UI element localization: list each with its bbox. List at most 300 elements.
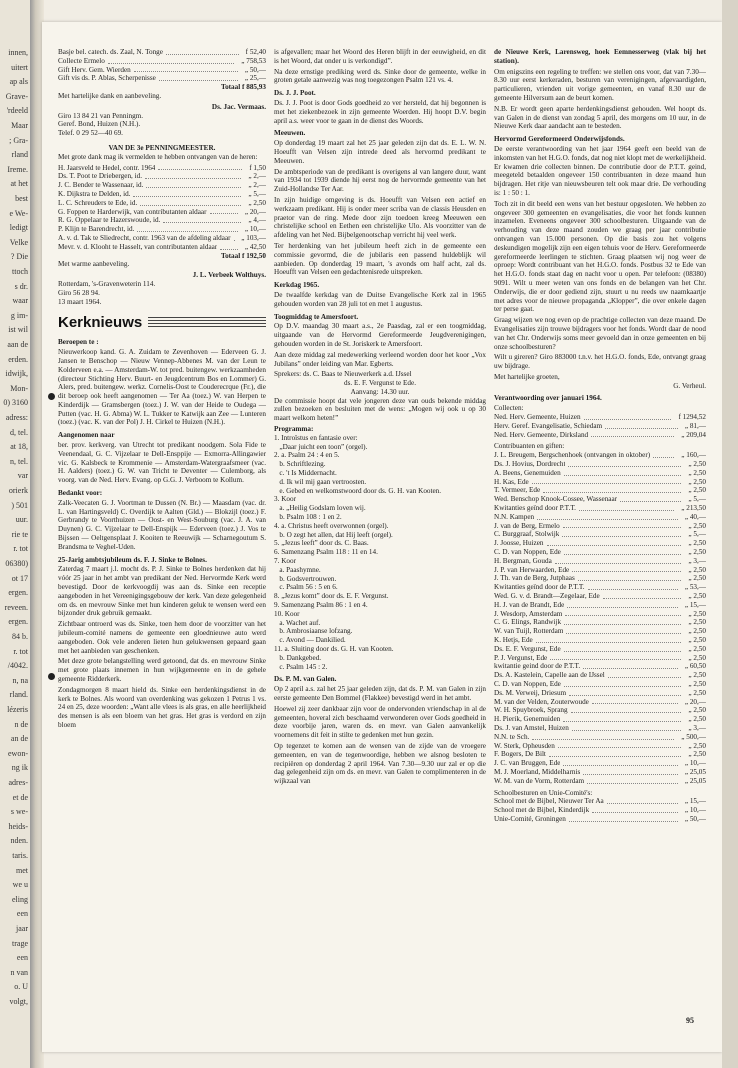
ledger-amount: „ 2,50 xyxy=(688,688,706,697)
ledger-label: T. Vermeer, Ede xyxy=(494,486,541,495)
ledger-row xyxy=(494,759,706,768)
programme-item: 2. a. Psalm 24 : 4 en 5. xyxy=(274,451,340,460)
heading-penningmeester: VAN DE 3e PENNINGMEESTER. xyxy=(108,143,216,152)
ledger-label: W. van Tuijl, Rotterdam xyxy=(494,627,564,636)
fragment-text: eling xyxy=(12,894,28,904)
leader-dots xyxy=(210,208,238,215)
speakers-line: ds. E. F. Vergunst te Ede. xyxy=(343,379,417,388)
fragment-text: ) 501 xyxy=(11,500,28,510)
programme-item: 7. Koor xyxy=(274,557,296,566)
paragraph: Hoewel zij zeer dankbaar zijn voor de ondervonden vriendschap in al de gemeenten, hoveral zich beschaamd verwonderen over Gods goedheid in deze voorbije jaren, waren ds. en mevr. van Galen aanvankelijk voornemens dit feit in stilte te gedenken met hun gezin. xyxy=(274,704,486,740)
fragment-text: s dr. xyxy=(14,281,28,291)
fragment-text: we u xyxy=(12,880,28,890)
section-rule xyxy=(148,317,266,329)
paragraph: Op donderdag 19 maart zal het 25 jaar geleden zijn dat ds. E. L. W. N. Hoeufft van Velsen zijn intrede deed als hervormd predikant te Meeuwen. xyxy=(274,139,486,165)
subheading: Verantwoording over januari 1964. xyxy=(494,394,602,403)
programme-item: b. Schriftlezing. xyxy=(274,460,326,469)
leader-dots xyxy=(133,190,241,197)
ledger-row xyxy=(494,592,706,601)
ledger-amount: „ 2,50 xyxy=(248,198,266,207)
ledger-amount: „ 4,— xyxy=(248,216,266,225)
thanks-line: Met warme aanbeveling. xyxy=(58,260,130,269)
ledger-amount: f 52,40 xyxy=(245,48,266,56)
fragment-text: n van xyxy=(10,967,28,977)
ledger-label: Ds. E. F. Vergunst, Ede xyxy=(494,644,561,653)
ledger-label: Ned. Herv. Gemeente, Huizen xyxy=(494,413,581,422)
subheading: 25-Jarig ambtsjubileum ds. F. J. Sinke te Bolnes. xyxy=(58,555,207,564)
ledger-amount: „ 2,50 xyxy=(688,592,706,601)
subheading: Toogmiddag te Amersfoort. xyxy=(274,312,359,321)
leader-dots xyxy=(562,530,681,537)
paragraph: Met deze grote belangstelling werd getoond, dat ds. en mevrouw Sinke met grote plaats innemen in hun wijkgemeente en in de gehele gemeente Ridderkerk. xyxy=(58,657,266,683)
ledger-label: H. Bergman, Gouda xyxy=(494,556,552,565)
paragraph: Op 2 april a.s. zal het 25 jaar geleden zijn, dat ds. P. M. van Galen in zijn eerste gemeente Den Bommel (Flakkee) bevestigd werd in het ambt. xyxy=(274,685,486,702)
programme-item: 6. Samenzang Psalm 118 : 11 en 14. xyxy=(274,548,378,557)
ledger-amount: „ 2,50 xyxy=(688,715,706,724)
fragment-text: o. U xyxy=(14,982,28,992)
fragment-text: d, tel. xyxy=(10,427,28,437)
fragment-text: uur. xyxy=(15,515,28,525)
ledger-row xyxy=(494,698,706,707)
fragment-text: erden. xyxy=(8,354,28,364)
ledger-amount: „ 500,— xyxy=(681,732,706,741)
ledger-label: J. C. Bender te Wassenaar, id. xyxy=(58,181,144,190)
start-time: Aanvang: 14.30 uur. xyxy=(350,387,410,396)
ledger-label: H. Kas, Ede xyxy=(494,477,529,486)
ledger-label: Gift Herv. Gem. Wierden xyxy=(58,65,131,74)
paragraph: N.B. Er wordt geen aparte herdenkingsdienst gehouden. Wel hoopt ds. van Galen in de dienst van zondag 5 april, des morgens om 10 uur, in de Nieuwe Kerk daar aandacht aan te besteden. xyxy=(494,104,706,131)
section-title: Kerknieuws xyxy=(58,314,143,332)
thanks-line: Met hartelijke dank en aanbeveling. xyxy=(58,91,162,100)
programme-item: e. Gebed en welkomstwoord door ds. G. H. van Kooten. xyxy=(274,486,442,495)
fragment-text: ap als xyxy=(9,77,28,87)
ledger-amount: „ 10,— xyxy=(684,759,706,768)
fragment-text: an de xyxy=(10,734,28,744)
leader-dots xyxy=(584,413,672,420)
ledger-label: P. Klijn te Barendrecht, id. xyxy=(58,225,135,234)
ledger-label: J. L. Breugem, Bergschenhoek (ontvangen in oktober) xyxy=(494,451,651,460)
fragment-text: ? Die xyxy=(10,252,28,262)
fragment-text: n de xyxy=(14,719,28,729)
ledger-amount: „ 2,50 xyxy=(688,644,706,653)
ledger-amount: „ 2,50 xyxy=(688,750,706,759)
subheading: Beroepen te : xyxy=(58,338,99,347)
leader-dots xyxy=(234,234,235,241)
page-edge xyxy=(722,0,738,1068)
giro-line: Giro 13 84 21 van Penningm. xyxy=(58,111,144,120)
ledger-label: M. van der Velden, Zouterwoude xyxy=(494,697,589,706)
programme-item: b. Ambrosiaanse lofzang. xyxy=(274,627,353,636)
ledger-label: L. C. Schreuders te Ede, id. xyxy=(58,198,138,207)
ledger-row xyxy=(494,750,706,759)
ledger-row xyxy=(58,74,266,83)
paragraph: Op D.V. maandag 30 maart a.s., 2e Paasdag, zal er een toogmiddag, uitgaande van de Hervormd Gereformeerde Jeugdverenigingen, gehouden worden in de St. Joriskerk te Amersfoort. xyxy=(274,322,486,348)
ledger-row xyxy=(494,504,706,513)
leader-dots xyxy=(558,742,682,749)
ledger-label: H. Jaarsveld te Hedel, contr. 1964 xyxy=(58,163,156,172)
ledger-row xyxy=(494,422,706,431)
leader-dots xyxy=(159,74,238,81)
paragraph: Nieuwerkoop kand. G. A. Zuidam te Zevenhoven — Ederveen G. J. Jansen te Benschop — Nieuw Vennep-Abbenes M. van der Leun te Kolderveen e.a. — Amsterdam-W. tot pred. buitengew. werkzaamheden (directeur Stichting Herv. Buurt- en Jeugdcentrum Bos en Lommer) G. Alers, pred. buitengew. werkz. Cornelis-Oost te Couderecrque (Fr.), die dit beroep ook heeft aangenomen — Ter Aa (toez.) W. van Herpen te Kinderdijk — Gramsbergen (toez.) J. W. van der Heide te Oudega — Putten (vac. H. G. Abma) W. L. Tukker te Katwijk aan Zee — Lunteren (toez.) (vac. K. van der Pol) J. H. Cirkel te Huizen (N.H.). xyxy=(58,348,266,427)
signature: G. Verheul. xyxy=(673,381,706,390)
ledger-amount: „ 2,50 xyxy=(688,609,706,618)
signature: Ds. Jac. Vermaas. xyxy=(211,102,266,111)
fragment-text: n, na xyxy=(12,675,28,685)
ledger-amount: „ 209,04 xyxy=(681,430,706,439)
signature: J. L. Verbeek Wolthuys. xyxy=(192,271,266,280)
list-label: Collecten: xyxy=(494,404,524,413)
ledger-amount: „ 2,— xyxy=(248,181,266,190)
programme-heading: Programma: xyxy=(274,425,314,434)
fragment-text: Velke xyxy=(9,237,28,247)
ledger-label: Mevr. v. d. Klooht te Hasselt, van contributanten aldaar xyxy=(58,242,218,251)
ledger-label: School met de Bijbel, Kinderdijk xyxy=(494,806,590,815)
leader-dots xyxy=(555,557,682,564)
ledger-label: C. Burggraaf, Stolwijk xyxy=(494,530,560,539)
ledger-label: Herv. Geref. Evangelisatie, Schiedam xyxy=(494,421,603,430)
leader-dots xyxy=(566,627,681,634)
ledger-row xyxy=(58,48,266,57)
fragment-text: r. tot xyxy=(13,544,28,554)
leader-dots xyxy=(583,768,678,775)
ledger-row xyxy=(494,724,706,733)
fragment-text: /4042. xyxy=(7,661,28,671)
fragment-text: heids- xyxy=(8,821,28,831)
leader-dots xyxy=(591,431,674,438)
programme-item: 4. a. Christus heeft overwonnen (orgel). xyxy=(274,521,389,530)
ledger-amount: „ 2,50 xyxy=(688,741,706,750)
programme-item: 11. a. Sluiting door ds. G. H. van Kooten. xyxy=(274,645,394,653)
ledger-row xyxy=(494,680,706,689)
leader-dots xyxy=(537,513,678,520)
column-2 xyxy=(274,48,486,1028)
bullet-icon xyxy=(48,673,55,680)
programme-item: d. Ik wil mij gaan vertroosten. xyxy=(274,477,367,486)
total-line: Totaal f 885,93 xyxy=(220,83,266,92)
fragment-text: Grave- xyxy=(5,91,28,101)
ledger-row xyxy=(58,199,266,208)
ledger-row xyxy=(494,574,706,583)
programme-item: 9. Samenzang Psalm 86 : 1 en 4. xyxy=(274,601,368,610)
fragment-text: rland xyxy=(11,150,28,160)
leader-dots xyxy=(145,172,241,179)
programme-item: c. Psalm 56 : 5 en 6. xyxy=(274,583,338,592)
ledger-amount: „ 81,— xyxy=(684,421,706,430)
ledger-label: R. G. Oppelaar te Hazerswoude, id. xyxy=(58,216,161,225)
ledger-label: Ds. J. van Amstel, Huizen xyxy=(494,723,569,732)
fragment-text: orierk xyxy=(8,486,28,495)
ledger-row xyxy=(494,566,706,575)
ledger-label: N.N. te Sch. xyxy=(494,732,530,741)
ledger-label: K. Hetjs, Ede xyxy=(494,636,533,644)
ledger-label: Kwitanties geïnd door de P.T.T. xyxy=(494,583,585,592)
ledger-label: Wed. G. v. d. Brandt—Zegelaar, Ede xyxy=(494,592,600,601)
ledger-amount: „ 5,— xyxy=(688,530,706,539)
column-3 xyxy=(494,48,706,1028)
fragment-text: innen, xyxy=(8,48,28,57)
ledger-row xyxy=(494,451,706,460)
paragraph: Ds. J. J. Poot is door Gods goedheid zo ver hersteld, dat hij begonnen is met het ziekenbezoek in zijn gemeente Woerden. Hij hoopt D.V. begin april a.s. weer voor te gaan in de dienst des Woords. xyxy=(274,98,486,125)
paragraph: In zijn huidige omgeving is ds. Hoeufft van Velsen een actief en werkzaam predikant. Hij is onder meer scriba van de classis Heusden en praetor van de ring. Mede door zijn toedoen kreeg Meeuwen een christelijke school en Eethen een christelijke Ulo. Als voorzitter van de afdeling van het Ned. Bijbelgenootschap verricht hij veel werk. xyxy=(274,195,486,240)
ledger-row xyxy=(494,431,706,440)
ledger-amount: „ 25,05 xyxy=(684,776,706,785)
fragment-text: ot 17 xyxy=(11,573,28,583)
leader-dots xyxy=(588,583,678,590)
programme-item: b. O zegt het allen, dat Hij leeft (orgel). xyxy=(274,530,393,539)
paragraph: Met grote dank mag ik vermelden te hebben ontvangen van de heren: xyxy=(58,152,258,161)
subheading: Hervormd Gereformeerd Onderwijsfonds. xyxy=(494,135,625,144)
ledger-row xyxy=(494,768,706,777)
leader-dots xyxy=(564,645,682,652)
ledger-amount: „ 2,50 xyxy=(688,468,706,477)
ledger-row xyxy=(494,557,706,566)
paragraph: de Nieuwe Kerk, Larensweg, hoek Eemnesserweg (vlak bij het station). xyxy=(494,48,706,65)
ledger-label: H. Pierik, Genemuiden xyxy=(494,715,561,724)
leader-dots xyxy=(564,469,682,476)
ledger-amount: „ 2,50 xyxy=(688,565,706,574)
ledger-row xyxy=(494,548,706,557)
fragment-text: Maar xyxy=(11,121,28,130)
paragraph: De eerste verantwoording van het jaar 1964 geeft een beeld van de inkomsten van het H.G.O. fonds, dat nog niet klopt met de werkelijkheid. Er kwamen drie collecten binnen. De contributie door de P.T.T. geind, meegeteld betaalden ongeveer 150 contribuanten in deze maand hun bijdragen. Het ritje van nieuwsbeuren telt ook maar drie. De verhouding is: 1 : 50 : 1. xyxy=(494,144,706,197)
ledger-amount: „ 50,— xyxy=(684,814,706,823)
ledger-row xyxy=(494,495,706,504)
ledger-row xyxy=(494,645,706,654)
ledger-amount: „ 42,50 xyxy=(244,242,266,251)
ledger-row xyxy=(58,172,266,181)
programme-item: 10. Koor xyxy=(274,609,300,618)
ledger-amount: „ 2,50 xyxy=(688,627,706,636)
paragraph: Om enigszins een regeling te treffen: we stellen ons voor, dat van 7.30—8.30 uur eerst kerkeraden, besturen van verenigingen, afgevaardigden, particulieren, vrienden uit vorige gemeenten, en vanaf 8.30 uur de gemeente Hilversum aan de beurt komen. xyxy=(494,67,706,102)
ledger-row xyxy=(58,66,266,75)
leader-dots xyxy=(592,698,678,705)
ledger-amount: f 1294,52 xyxy=(678,413,706,422)
leader-dots xyxy=(137,225,237,232)
fragment-text: lézeris xyxy=(7,705,28,714)
ledger-label: Basje bel. catech. ds. Zaal, N. Tonge xyxy=(58,48,163,56)
fragment-text: rland. xyxy=(9,690,28,700)
programme-item: b. Psalm 108 : 1 en 2. xyxy=(274,513,342,522)
fragment-text: s we- xyxy=(10,807,28,817)
fragment-text: aan de xyxy=(7,340,28,349)
thanks-line: Met hartelijke groeten, xyxy=(494,372,560,381)
programme-item: c. 't Is Middernacht. xyxy=(274,469,337,478)
paragraph: Graag wijzen we nog even op de prachtige collecten van deze maand. De Evangelisaties zijn trouwe bijdragers voor het fonds. Wordt daar de nood van het Chr. Onderwijs soms meer gevoeld dan in onze gemeenten en bij onze schoolbesturen? xyxy=(494,316,706,351)
ledger-row xyxy=(494,742,706,751)
fragment-text: ergen. xyxy=(8,617,28,627)
fragment-text: best xyxy=(15,194,28,203)
subheading: Meeuwen. xyxy=(274,129,306,138)
ledger-label: P. J. Vergunst, Ede xyxy=(494,653,548,662)
leader-dots xyxy=(134,66,238,73)
leader-dots xyxy=(569,689,681,696)
paragraph: Zaterdag 7 maart j.l. mocht ds. P. J. Sinke te Bolnes herdenken dat hij vóór 25 jaar in het ambt van predikant der Ned. Hervormde Kerk werd bevestigd. Door de kerkvoogdij was aan ds. Sinke een receptie aangeboden in het Vereenigingsgebouw der kerk. Van deze gelegenheid om ds. en mevrouw Sinke met hun kinderen geluk te wensen werd een bijzonder druk gebruik gemaakt. xyxy=(58,565,266,618)
ledger-label: Gift vis ds. P. Ablas, Scherpenisse xyxy=(58,74,156,83)
paragraph: Toch zit in dit beeld een wens van het bestuur opgesloten. We hebben zo ongeveer 300 gemeenten en evangelisaties, die voor het fonds kunnen inzamelen. Eveneens ongeveer 300 schoolbesturen. Uitgaande van de verhouding van deze maand zouden we graag per jaar contributie ontvangen van 15.000 personen. Op die basis zou het volgens deskundigen mogelijk zijn een eigen tehuis voor de Herv. Gereformeerde gereformeerde leerlingen te stichten. Graag plaatsen wij nog weer de oproep: Wordt contribuant van het H.G.O. fonds. Postbus 32 te Ede van het H.G.O. fonds staat dag en nacht voor u open. Per telefoon: (08380) 9091. Wilt u meer weten van ons fonds en de belangen van het Chr. Onderwijs, die er door gediend zijn, stuurt u nu reeds uw naamkaartje met adres voor de nieuwe propaganda „Klopper”, die over enkele dagen ter perse gaat. xyxy=(494,199,706,314)
fragment-text: taris. xyxy=(12,851,28,860)
ledger-label: Ds. M. Verweij, Driesum xyxy=(494,688,567,697)
fragment-text: ist wil xyxy=(8,325,28,335)
ledger-label: M. J. Moerland, Middelharnis xyxy=(494,767,581,776)
leader-dots xyxy=(620,495,681,502)
ledger-label: Ds. T. Poot te Driebergen, id. xyxy=(58,172,143,181)
ledger-row xyxy=(494,513,706,522)
paragraph: Zalk-Veecaten G. J. Voortman te Dussen (N. Br.) — Maasdam (vac. dr. L. van Hartingsveld) C. Overdijk te Aalten (Gld.) — Blokzijl (toez.) F. Gerbrandy te Voorthuizen — Oost- en West-Souburg (vac. J. A. van Duynen) G. C. Vijzelaar te Dell-Enspijk — Ederveen (toez.) J. Vos te Bijssen — Oeltgensplaat J. Kooiten te Reeuwijk — Scharnegoutum S. Brandsma te Veghel-Uden. xyxy=(58,498,266,551)
address-line: Giro 56 28 94. xyxy=(58,288,100,297)
leader-dots xyxy=(550,654,681,661)
ledger-label: A. v. d. Tak te Sliedrecht, contr. 1963 van de afdeling aldaar xyxy=(58,233,231,242)
ledger-row xyxy=(58,57,266,66)
programme-item: b. Godsvertrouwen. xyxy=(274,574,337,583)
ledger-label: J. Joosse, Huizen xyxy=(494,539,544,548)
leader-dots xyxy=(565,610,681,617)
fragment-text: jaar xyxy=(16,924,28,933)
leader-dots xyxy=(563,522,682,529)
ledger-label: Ds. A. Kastelein, Capelle aan de IJssel xyxy=(494,671,605,680)
paragraph: De commissie hoopt dat vele jongeren deze van ouds bekende middag zullen bezoeken en besluiten met de wens: „Mogen wij ook u op 30 maart welkom heten!” xyxy=(274,396,486,423)
programme-item: a. Wachet auf. xyxy=(274,618,321,627)
fragment-text: ledigt xyxy=(9,223,28,233)
leader-dots xyxy=(579,504,674,511)
programme-item: a. Paashymne. xyxy=(274,565,321,574)
paragraph: Op tegenzet te komen aan de wensen van de zijde van de vroegere gemeenten, en van de tegenwoordige, hebben we alsnog besloten te recipiëren op donderdag 2 april 1964. Van 7.30—9.30 uur zal er op die dag gelegenheid zijn om ds. en mevr. van Galen te complimenteren in de wijkzaal van xyxy=(274,741,486,786)
fragment-text: volgt, xyxy=(9,997,28,1006)
ledger-amount: „ 2,50 xyxy=(688,679,706,688)
section-header xyxy=(58,314,266,332)
ledger-row xyxy=(58,243,266,252)
speakers-line: Sprekers: ds. C. Baas te Nieuwerkerk a.d. IJssel xyxy=(274,370,412,379)
ledger-label: Ned. Herv. Gemeente, Dirksland xyxy=(494,430,589,439)
ledger-row xyxy=(494,806,706,815)
ledger-amount: „ 10,— xyxy=(244,225,266,234)
bullet-icon xyxy=(48,393,55,400)
leader-dots xyxy=(532,478,682,485)
subheading: Bedankt voor: xyxy=(58,489,103,498)
ledger-row xyxy=(494,469,706,478)
ledger-row xyxy=(58,208,266,217)
giro-line: Geref. Bond, Huizen (N.H.). xyxy=(58,120,141,129)
ledger-amount: „ 2,50 xyxy=(688,548,706,557)
fragment-text: Ireme. xyxy=(7,164,28,174)
programme-item: a. „Heilig Godslam loven wij. xyxy=(274,504,366,513)
leader-dots xyxy=(605,422,678,429)
ledger-row xyxy=(494,636,706,645)
ledger-amount: „ 2,50 xyxy=(688,539,706,548)
fragment-text: ttoch xyxy=(12,267,28,276)
ledger-row xyxy=(494,815,706,824)
programme-item: 8. „Jezus komt” door ds. E. F. Vergunst. xyxy=(274,592,389,601)
ledger-label: Ds. J. Hovius, Dordrecht xyxy=(494,460,566,469)
fragment-text: 0) 3160 xyxy=(3,398,28,408)
list-label: Schoolbesturen en Unie-Comité's: xyxy=(494,788,593,797)
ledger-amount: „ 15,— xyxy=(684,600,706,609)
ledger-label: F. Bogers, De Bilt xyxy=(494,750,546,759)
fragment-text: at 18, xyxy=(10,442,28,452)
fragment-text: 84 b. xyxy=(12,632,28,641)
ledger-row xyxy=(494,601,706,610)
ledger-row xyxy=(494,627,706,636)
ledger-row xyxy=(58,181,266,190)
ledger-row xyxy=(58,216,266,225)
ledger-label: W. H. Spuybroek, Sprang xyxy=(494,706,568,715)
ledger-amount: „ 20,— xyxy=(244,207,266,216)
fragment-text: et de xyxy=(12,792,28,802)
giro-line: Telef. 0 29 52—40 69. xyxy=(58,129,123,138)
list-label: Contribuanten en giften: xyxy=(494,442,565,451)
fragment-text: ewon- xyxy=(8,748,28,758)
leader-dots xyxy=(532,733,674,740)
leader-dots xyxy=(547,539,682,546)
ledger-label: J. C. van Bruggen, Ede xyxy=(494,759,561,768)
paragraph: De ambtsperiode van de predikant is overigens al van langere duur, want van 1934 tot 1939 diende hij eerst nog de hervormde gemeente van het Zuid-Hollandse Ter Aar. xyxy=(274,167,486,194)
ledger-row xyxy=(494,478,706,487)
leader-dots xyxy=(108,57,234,64)
paragraph: De twaalfde kerkdag van de Duitse Evangelische Kerk zal in 1965 gehouden worden van 28 juli tot en met 1 augustus. xyxy=(274,290,486,308)
programme-item: 1. Introïstus en fantasie over: xyxy=(274,433,358,442)
leader-dots xyxy=(166,48,239,55)
subheading: Ds. J. J. Poot. xyxy=(274,89,316,98)
ledger-amount: „ 25,— xyxy=(244,74,266,83)
ledger-label: J. Wesdorp, Amsterdam xyxy=(494,609,563,618)
ledger-row xyxy=(494,733,706,742)
leader-dots xyxy=(587,777,678,784)
leader-dots xyxy=(572,724,682,731)
ledger-row xyxy=(494,539,706,548)
ledger-amount: „ 2,50 xyxy=(688,636,706,644)
ledger-row xyxy=(494,486,706,495)
ledger-amount: „ 2,50 xyxy=(688,521,706,530)
address-line: 13 maart 1964. xyxy=(58,297,102,306)
ledger-row xyxy=(58,225,266,234)
fragment-text: at het xyxy=(10,179,28,189)
ledger-row xyxy=(494,618,706,627)
ledger-amount: f 1,50 xyxy=(249,163,266,172)
leader-dots xyxy=(564,618,681,625)
ledger-row xyxy=(494,610,706,619)
programme-item: c. Avond — Dankilied. xyxy=(274,636,346,645)
paragraph: Wilt u gireren? Giro 883000 t.n.v. het H.G.O. fonds, Ede, ontvangt graag uw bijdrage. xyxy=(494,353,706,371)
paragraph: Aan deze middag zal medewerking verleend worden door het koor „Vox Jubilans” onder leiding van Mar. Egberts. xyxy=(274,350,486,368)
fragment-text: var xyxy=(17,471,28,481)
ledger-amount: „ 103,— xyxy=(241,233,266,242)
ledger-amount: „ 2,50 xyxy=(688,706,706,715)
fragment-text: e We- xyxy=(9,208,28,218)
fragment-text: adress: xyxy=(5,413,28,422)
ledger-amount: „ 3,— xyxy=(688,556,706,565)
ledger-amount: „ 2,50 xyxy=(688,460,706,469)
fragment-text: nden. xyxy=(10,836,28,846)
leader-dots xyxy=(163,216,241,223)
fragment-text: trage xyxy=(12,938,28,948)
ledger-amount: „ 60,50 xyxy=(684,662,706,671)
fragment-text: Mon- xyxy=(10,383,28,393)
ledger-label: K. Dijkstra te Delden, id. xyxy=(58,189,131,198)
ledger-label: C. D. van Noppen, Ede xyxy=(494,679,561,688)
ledger-amount: „ 25,05 xyxy=(684,767,706,776)
ledger-amount: „ 160,— xyxy=(681,451,706,460)
ledger-amount: „ 53,— xyxy=(684,583,706,592)
leader-dots xyxy=(578,574,682,581)
ledger-amount: „ 5,— xyxy=(688,495,706,504)
ledger-label: A. Beens, Genemuiden xyxy=(494,468,561,477)
leader-dots xyxy=(567,601,678,608)
leader-dots xyxy=(592,806,678,813)
ledger-amount: „ 50,— xyxy=(244,65,266,74)
adjacent-page-fragment xyxy=(0,0,30,1068)
fragment-text: r. tot xyxy=(13,646,28,656)
ledger-amount: „ 2,50 xyxy=(688,618,706,627)
ledger-amount: „ 20,— xyxy=(684,697,706,706)
leader-dots xyxy=(564,680,682,687)
